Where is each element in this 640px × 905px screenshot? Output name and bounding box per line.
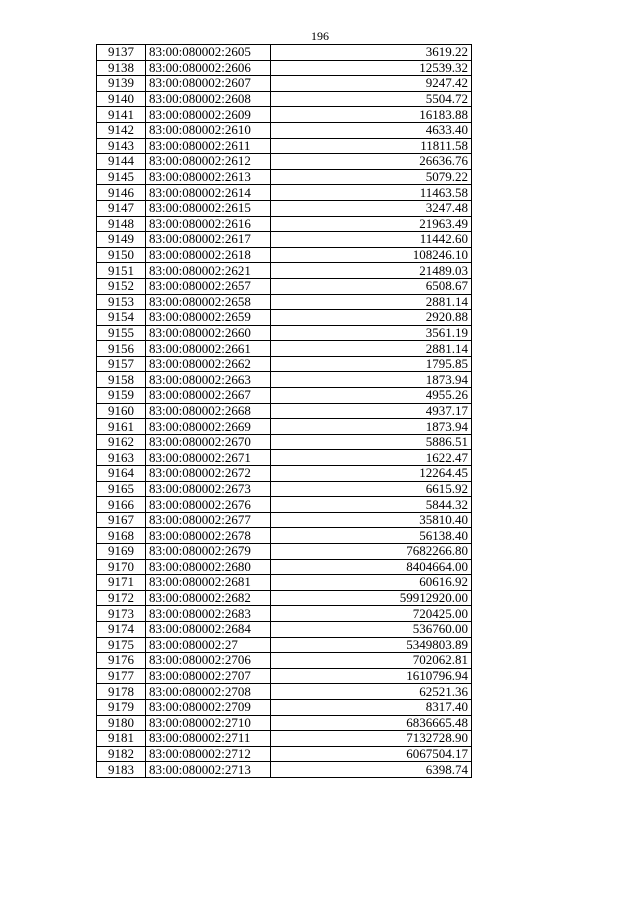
table-row (97, 419, 472, 435)
row-number-cell: 9166 (97, 497, 146, 513)
cadastral-number-cell: 83:00:080002:2706 (146, 653, 271, 669)
row-number-cell: 9171 (97, 575, 146, 591)
row-number-cell: 9164 (97, 466, 146, 482)
row-number-cell: 9172 (97, 590, 146, 606)
cadastral-number-cell: 83:00:080002:2713 (146, 762, 271, 778)
cadastral-number-cell: 83:00:080002:2709 (146, 699, 271, 715)
row-number-cell: 9159 (97, 388, 146, 404)
row-number-cell: 9141 (97, 107, 146, 123)
value-cell: 11811.58 (271, 138, 472, 154)
table-row (97, 668, 472, 684)
table-row (97, 325, 472, 341)
value-cell: 4955.26 (271, 388, 472, 404)
cadastral-number-cell: 83:00:080002:2605 (146, 45, 271, 61)
cadastral-number-cell: 83:00:080002:2607 (146, 76, 271, 92)
table-row (97, 528, 472, 544)
cadastral-number-cell: 83:00:080002:2669 (146, 419, 271, 435)
cadastral-number-cell: 83:00:080002:2684 (146, 621, 271, 637)
table-row (97, 200, 472, 216)
table-row (97, 575, 472, 591)
row-number-cell: 9167 (97, 512, 146, 528)
table-row (97, 684, 472, 700)
row-number-cell: 9177 (97, 668, 146, 684)
value-cell: 3247.48 (271, 200, 472, 216)
cadastral-number-cell: 83:00:080002:2710 (146, 715, 271, 731)
value-cell: 8404664.00 (271, 559, 472, 575)
row-number-cell: 9170 (97, 559, 146, 575)
row-number-cell: 9163 (97, 450, 146, 466)
table-body (97, 45, 472, 778)
cadastral-number-cell: 83:00:080002:2658 (146, 294, 271, 310)
row-number-cell: 9183 (97, 762, 146, 778)
value-cell: 62521.36 (271, 684, 472, 700)
value-cell: 3619.22 (271, 45, 472, 61)
table-row (97, 512, 472, 528)
value-cell: 11463.58 (271, 185, 472, 201)
value-cell: 720425.00 (271, 606, 472, 622)
cadastral-number-cell: 83:00:080002:2668 (146, 403, 271, 419)
row-number-cell: 9150 (97, 247, 146, 263)
table-row (97, 434, 472, 450)
cadastral-number-cell: 83:00:080002:2707 (146, 668, 271, 684)
value-cell: 6836665.48 (271, 715, 472, 731)
table-row (97, 388, 472, 404)
value-cell: 8317.40 (271, 699, 472, 715)
table-row (97, 185, 472, 201)
value-cell: 26636.76 (271, 154, 472, 170)
cadastral-number-cell: 83:00:080002:2681 (146, 575, 271, 591)
cadastral-number-cell: 83:00:080002:2678 (146, 528, 271, 544)
row-number-cell: 9153 (97, 294, 146, 310)
cadastral-number-cell: 83:00:080002:2670 (146, 434, 271, 450)
row-number-cell: 9175 (97, 637, 146, 653)
value-cell: 5886.51 (271, 434, 472, 450)
cadastral-number-cell: 83:00:080002:2711 (146, 731, 271, 747)
value-cell: 108246.10 (271, 247, 472, 263)
value-cell: 35810.40 (271, 512, 472, 528)
table-row (97, 107, 472, 123)
table-row (97, 559, 472, 575)
value-cell: 12539.32 (271, 60, 472, 76)
table-row (97, 731, 472, 747)
row-number-cell: 9145 (97, 169, 146, 185)
row-number-cell: 9155 (97, 325, 146, 341)
table-row (97, 45, 472, 61)
table-row (97, 762, 472, 778)
cadastral-number-cell: 83:00:080002:2612 (146, 154, 271, 170)
row-number-cell: 9180 (97, 715, 146, 731)
value-cell: 4633.40 (271, 122, 472, 138)
value-cell: 4937.17 (271, 403, 472, 419)
value-cell: 21489.03 (271, 263, 472, 279)
value-cell: 3561.19 (271, 325, 472, 341)
cadastral-number-cell: 83:00:080002:2613 (146, 169, 271, 185)
cadastral-number-cell: 83:00:080002:2608 (146, 91, 271, 107)
value-cell: 5079.22 (271, 169, 472, 185)
cadastral-number-cell: 83:00:080002:2673 (146, 481, 271, 497)
row-number-cell: 9144 (97, 154, 146, 170)
page-number: 196 (311, 29, 329, 43)
value-cell: 702062.81 (271, 653, 472, 669)
value-cell: 12264.45 (271, 466, 472, 482)
table-row (97, 341, 472, 357)
row-number-cell: 9147 (97, 200, 146, 216)
table-row (97, 450, 472, 466)
row-number-cell: 9148 (97, 216, 146, 232)
table-row (97, 356, 472, 372)
value-cell: 536760.00 (271, 621, 472, 637)
table-row (97, 232, 472, 248)
table-row (97, 653, 472, 669)
row-number-cell: 9173 (97, 606, 146, 622)
cadastral-number-cell: 83:00:080002:2663 (146, 372, 271, 388)
row-number-cell: 9152 (97, 278, 146, 294)
cadastral-number-cell: 83:00:080002:2660 (146, 325, 271, 341)
value-cell: 1873.94 (271, 419, 472, 435)
value-cell: 60616.92 (271, 575, 472, 591)
row-number-cell: 9149 (97, 232, 146, 248)
row-number-cell: 9182 (97, 746, 146, 762)
table-row (97, 154, 472, 170)
row-number-cell: 9181 (97, 731, 146, 747)
table-row (97, 310, 472, 326)
table-row (97, 715, 472, 731)
table-row (97, 294, 472, 310)
value-cell: 2881.14 (271, 341, 472, 357)
table-row (97, 606, 472, 622)
row-number-cell: 9156 (97, 341, 146, 357)
table-row (97, 278, 472, 294)
row-number-cell: 9157 (97, 356, 146, 372)
table-row (97, 263, 472, 279)
table-row (97, 122, 472, 138)
cadastral-number-cell: 83:00:080002:2606 (146, 60, 271, 76)
table-row (97, 746, 472, 762)
row-number-cell: 9137 (97, 45, 146, 61)
cadastral-number-cell: 83:00:080002:2662 (146, 356, 271, 372)
cadastral-number-cell: 83:00:080002:2682 (146, 590, 271, 606)
table-row (97, 544, 472, 560)
table-row (97, 76, 472, 92)
table-row (97, 91, 472, 107)
row-number-cell: 9168 (97, 528, 146, 544)
table-row (97, 497, 472, 513)
value-cell: 1873.94 (271, 372, 472, 388)
value-cell: 1610796.94 (271, 668, 472, 684)
cadastral-number-cell: 83:00:080002:2683 (146, 606, 271, 622)
value-cell: 56138.40 (271, 528, 472, 544)
row-number-cell: 9179 (97, 699, 146, 715)
table-row (97, 169, 472, 185)
table-row (97, 590, 472, 606)
row-number-cell: 9158 (97, 372, 146, 388)
value-cell: 1795.85 (271, 356, 472, 372)
table-row (97, 481, 472, 497)
table-row (97, 138, 472, 154)
table-row (97, 637, 472, 653)
row-number-cell: 9162 (97, 434, 146, 450)
value-cell: 21963.49 (271, 216, 472, 232)
value-cell: 7682266.80 (271, 544, 472, 560)
value-cell: 2881.14 (271, 294, 472, 310)
value-cell: 59912920.00 (271, 590, 472, 606)
value-cell: 16183.88 (271, 107, 472, 123)
row-number-cell: 9139 (97, 76, 146, 92)
cadastral-number-cell: 83:00:080002:2672 (146, 466, 271, 482)
table-row (97, 216, 472, 232)
value-cell: 5844.32 (271, 497, 472, 513)
row-number-cell: 9146 (97, 185, 146, 201)
cadastral-number-cell: 83:00:080002:2615 (146, 200, 271, 216)
cadastral-number-cell: 83:00:080002:2679 (146, 544, 271, 560)
table-row (97, 621, 472, 637)
table-row (97, 466, 472, 482)
value-cell: 1622.47 (271, 450, 472, 466)
value-cell: 5504.72 (271, 91, 472, 107)
cadastral-number-cell: 83:00:080002:2618 (146, 247, 271, 263)
row-number-cell: 9143 (97, 138, 146, 154)
row-number-cell: 9154 (97, 310, 146, 326)
cadastral-number-cell: 83:00:080002:2712 (146, 746, 271, 762)
value-cell: 5349803.89 (271, 637, 472, 653)
value-cell: 6508.67 (271, 278, 472, 294)
cadastre-table (96, 44, 472, 778)
cadastral-number-cell: 83:00:080002:2708 (146, 684, 271, 700)
row-number-cell: 9169 (97, 544, 146, 560)
row-number-cell: 9176 (97, 653, 146, 669)
row-number-cell: 9178 (97, 684, 146, 700)
value-cell: 7132728.90 (271, 731, 472, 747)
value-cell: 11442.60 (271, 232, 472, 248)
value-cell: 6067504.17 (271, 746, 472, 762)
cadastral-number-cell: 83:00:080002:2661 (146, 341, 271, 357)
table-row (97, 403, 472, 419)
cadastral-number-cell: 83:00:080002:2677 (146, 512, 271, 528)
cadastral-number-cell: 83:00:080002:2614 (146, 185, 271, 201)
value-cell: 6615.92 (271, 481, 472, 497)
table-row (97, 699, 472, 715)
cadastral-number-cell: 83:00:080002:2610 (146, 122, 271, 138)
cadastral-number-cell: 83:00:080002:2659 (146, 310, 271, 326)
cadastral-number-cell: 83:00:080002:2621 (146, 263, 271, 279)
row-number-cell: 9165 (97, 481, 146, 497)
table-row (97, 372, 472, 388)
row-number-cell: 9140 (97, 91, 146, 107)
cadastral-number-cell: 83:00:080002:2617 (146, 232, 271, 248)
cadastral-number-cell: 83:00:080002:2657 (146, 278, 271, 294)
table-row (97, 60, 472, 76)
cadastral-number-cell: 83:00:080002:2671 (146, 450, 271, 466)
row-number-cell: 9161 (97, 419, 146, 435)
table-row (97, 247, 472, 263)
cadastral-number-cell: 83:00:080002:2611 (146, 138, 271, 154)
cadastral-number-cell: 83:00:080002:27 (146, 637, 271, 653)
cadastral-number-cell: 83:00:080002:2616 (146, 216, 271, 232)
cadastral-number-cell: 83:00:080002:2609 (146, 107, 271, 123)
row-number-cell: 9160 (97, 403, 146, 419)
value-cell: 9247.42 (271, 76, 472, 92)
row-number-cell: 9138 (97, 60, 146, 76)
cadastral-number-cell: 83:00:080002:2680 (146, 559, 271, 575)
row-number-cell: 9151 (97, 263, 146, 279)
value-cell: 6398.74 (271, 762, 472, 778)
row-number-cell: 9174 (97, 621, 146, 637)
cadastral-number-cell: 83:00:080002:2667 (146, 388, 271, 404)
value-cell: 2920.88 (271, 310, 472, 326)
cadastral-number-cell: 83:00:080002:2676 (146, 497, 271, 513)
row-number-cell: 9142 (97, 122, 146, 138)
